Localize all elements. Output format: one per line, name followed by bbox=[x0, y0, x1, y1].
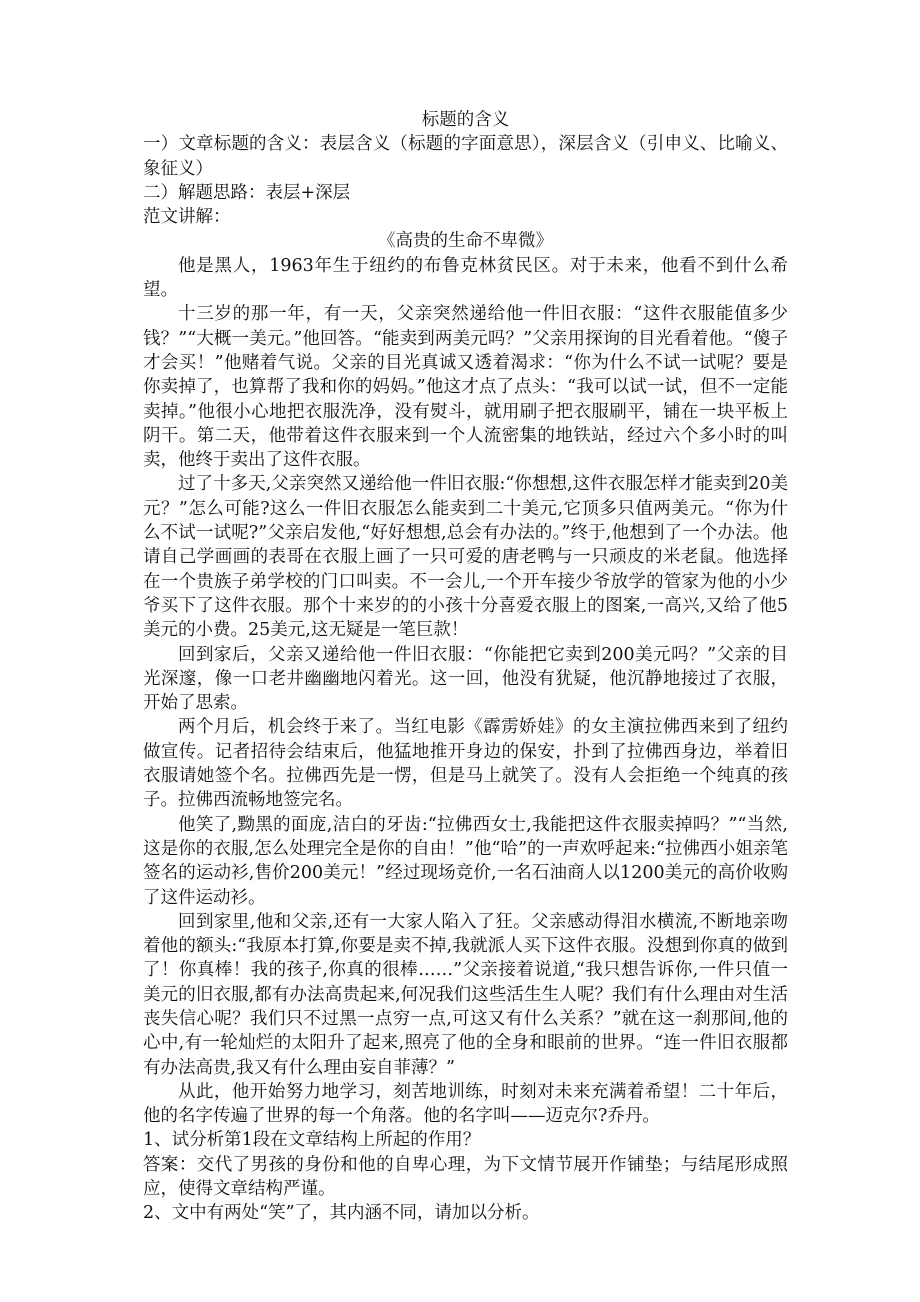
question-one: 1、试分析第1段在文章结构上所起的作用？ bbox=[143, 1130, 481, 1151]
page-title: 标题的含义 bbox=[421, 110, 510, 130]
article-paragraph-1: 他是黑人，1963年生于纽约的布鲁克林贫民区。对于未来，他看不到什么希望。 bbox=[143, 255, 788, 301]
article-title: 《高贵的生命不卑微》 bbox=[378, 231, 553, 252]
article-paragraph-3: 过了十多天,父亲突然又递给他一件旧衣服:“你想想,这件衣服怎样才能卖到20美元？”怎么可能?这么一件旧衣服怎么能卖到二十美元,它顶多只值两美元。“你为什么不试一试呢?”父亲启发他,“好好想想,总会有办法的。”终于,他想到了一个办法。他请自己学画画的表哥在衣服上画了一只可爱的唐老鸭与一只顽皮的米老鼠。他选择在一个贵族子弟学校的门口叫卖。不一会儿,一个开车接少爷放学的管家为他的小少爷买下了这件衣服。那个十来岁的的小孩十分喜爱衣服上的图案,一高兴,又给了他5美元的小费。25美元,这无疑是一笔巨款！ bbox=[143, 474, 788, 641]
article-paragraph-2: 十三岁的那一年，有一天，父亲突然递给他一件旧衣服：“这件衣服能值多少钱？”“大概一美元。”他回答。“能卖到两美元吗？”父亲用探询的目光看着他。“傻子才会买！”他赌着气说。父亲的目光真诚又透着渴求：“你为什么不试一试呢？要是你卖掉了，也算帮了我和你的妈妈。”他这才点了点头：“我可以试一试，但不一定能卖掉。”他很小心地把衣服洗净，没有熨斗，就用刷子把衣服刷平，铺在一块平板上阴干。第二天，他带着这件衣服来到一个人流密集的地铁站，经过六个多小时的叫卖，他终于卖出了这件衣服。 bbox=[143, 304, 788, 471]
section-two-text: 二）解题思路：表层+深层 bbox=[143, 182, 351, 203]
article-paragraph-7: 回到家里,他和父亲,还有一大家人陷入了狂。父亲感动得泪水横流,不断地亲吻着他的额头:“我原本打算,你要是卖不掉,我就派人买下这件衣服。没想到你真的做到了！你真棒！我的孩子,你真的很棒……”父亲接着说道,“我只想告诉你,一件只值一美元的旧衣服,都有办法高贵起来,何况我们这些活生生人呢？我们有什么理由对生活丧失信心呢？我们只不过黑一点穷一点,可这又有什么关系？”就在这一刹那间,他的心中,有一轮灿烂的太阳升了起来,照亮了他的全身和眼前的世界。“连一件旧衣服都有办法高贵,我又有什么理由妄自菲薄？” bbox=[143, 911, 788, 1078]
article-paragraph-6: 他笑了,黝黑的面庞,洁白的牙齿:“拉佛西女士,我能把这件衣服卖掉吗？”“当然,这是你的衣服,怎么处理完全是你的自由！”他“哈”的一声欢呼起来:“拉佛西小姐亲笔签名的运动衫,售价200美元！”经过现场竞价,一名石油商人以1200美元的高价收购了这件运动衫。 bbox=[143, 814, 788, 908]
section-one-text: 一）文章标题的含义：表层含义（标题的字面意思），深层含义（引申义、比喻义、象征义） bbox=[143, 134, 788, 179]
example-label: 范文讲解： bbox=[143, 207, 231, 228]
question-two: 2、文中有两处“笑”了，其内涵不同，请加以分析。 bbox=[143, 1203, 540, 1224]
article-paragraph-5: 两个月后，机会终于来了。当红电影《霹雳娇娃》的女主演拉佛西来到了纽约做宣传。记者招待会结束后，他猛地推开身边的保安，扑到了拉佛西身边，举着旧衣服请她签个名。拉佛西先是一愣，但是马上就笑了。没有人会拒绝一个纯真的孩子。拉佛西流畅地签完名。 bbox=[143, 717, 788, 811]
document-page bbox=[143, 108, 788, 1226]
article-paragraph-4: 回到家后，父亲又递给他一件旧衣服：“你能把它卖到200美元吗？”父亲的目光深邃，像一口老井幽幽地闪着光。这一回，他没有犹疑，他沉静地接过了衣服，开始了思索。 bbox=[143, 644, 788, 714]
article-paragraph-8: 从此，他开始努力地学习，刻苦地训练，时刻对未来充满着希望！二十年后，他的名字传遍了世界的每一个角落。他的名字叫——迈克尔?乔丹。 bbox=[143, 1081, 788, 1127]
answer-one: 答案：交代了男孩的身份和他的自卑心理，为下文情节展开作铺垫；与结尾形成照应，使得文章结构严谨。 bbox=[143, 1154, 788, 1200]
